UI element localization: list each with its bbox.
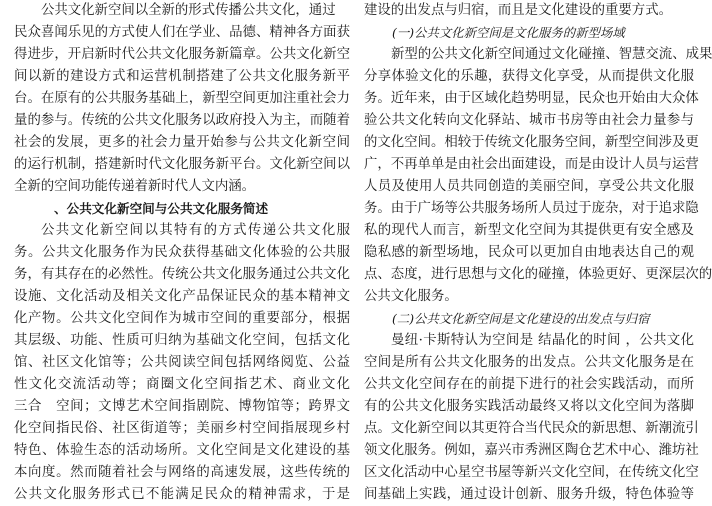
paragraph-line: 量的参与。传统的公共文化服务以政府投入为主，而随着 [14,113,350,128]
paragraph-line: 间以新的建设方式和运营机制搭建了公共文化服务新平 [14,69,350,84]
paragraph-line: 得进步，开启新时代公共文化服务新篇章。公共文化新空 [14,47,350,62]
paragraph-line: 其层级、功能、性质可归纳为基础文化空间，包括文化 [14,333,350,348]
paragraph-line: 验公共文化转向文化驿站、城市书房等由社会力量参与 [364,113,694,128]
paragraph-line: 分享体验文化的乐趣，获得文化享受，从而提供文化服 [364,69,694,84]
paragraph-line: 领文化服务。例如，嘉兴市秀洲区陶仓艺术中心、潍坊社 [364,443,699,458]
paragraph-line: 公共文化服务。 [364,289,458,304]
paragraph-line: 化空间指民俗、社区街道等；美丽乡村空间指展现乡村 [14,421,350,436]
paragraph-line: 公共文化服务形式已不能满足民众的精神需求，于是 [14,487,350,502]
paragraph-line: 民众喜闻乐见的方式使人们在学业、品德、精神各方面获 [14,25,350,40]
paragraph-line: 空间是所有公共文化服务的出发点。公共文化服务是在 [364,355,694,370]
paragraph-line: 广，不再单单是由社会出面建设，而是由设计人员与运营 [364,157,699,172]
paragraph-line: 务。近年来，由于区域化趋势明显，民众也开始由大众体 [364,91,699,106]
subsection-heading: (二)公共文化新空间是文化建设的出发点与归宿 [392,311,650,326]
paragraph-line: 务。公共文化服务作为民众获得基础文化体验的公共服 [14,245,350,260]
paragraph-line: 点。文化新空间以其更符合当代民众的新思想、新潮流引 [364,421,699,436]
paragraph-line: 公共文化空间存在的前提下进行的社会实践活动，而所 [364,377,694,392]
paragraph-line: 台。在原有的公共服务基础上，新型空间更加注重社会力 [14,91,350,106]
paragraph-line: 性文化交流活动等；商圈文化空间指艺术、商业文化 [14,377,350,392]
paragraph-line: 曼纽·卡斯特认为空间是 结晶化的时间 ，公共文化 [391,333,694,348]
subsection-heading: (一)公共文化新空间是文化服务的新型场域 [392,25,625,40]
paragraph-line: 务。由于广场等公共服务场所人员过于庞杂，对于追求隐 [364,201,699,216]
paragraph-line: 区文化活动中心星空书屋等新兴文化空间，在传统文化空 [364,465,699,480]
section-heading: 、公共文化新空间与公共文化服务简述 [54,201,269,216]
paragraph-line: 新型的公共文化新空间通过文化碰撞、智慧交流、成果 [391,47,712,62]
paragraph-line: 私的现代人而言，新型文化空间为其提供更有安全感及 [364,223,694,238]
paragraph-line: 的文化空间。相较于传统文化服务空间，新型空间涉及更 [364,135,699,150]
paragraph-line: 点、态度，进行思想与文化的碰撞，体验更好、更深层次的 [364,267,712,282]
paragraph-line: 设施、文化活动及相关文化产品保证民众的基本精神文 [14,289,350,304]
paragraph-line: 特色、体验生态的活动场所。文化空间是文化建设的基 [14,443,350,458]
paragraph-line: 有的公共文化服务实践活动最终又将以文化空间为落脚 [364,399,694,414]
paragraph-line: 公共文化新空间以其特有的方式传递公共文化服 [41,223,350,238]
paragraph-line: 馆、社区文化馆等；公共阅读空间包括网络阅览、公益 [14,355,350,370]
paragraph-line: 隐私感的新型场地，民众可以更加自由地表达自己的观 [364,245,694,260]
paragraph-line: 人员及使用人员共同创造的美丽空间，享受公共文化服 [364,179,694,194]
paragraph-line: 间基础上实践，通过设计创新、服务升级，特色体验等 [364,487,694,502]
paragraph-line: 全新的空间功能传递着新时代人文内涵。 [14,179,256,194]
paragraph-line: 公共文化新空间以全新的形式传播公共文化，通过 [41,3,336,18]
paragraph-line: 社会的发展，更多的社会力量开始参与公共文化新空间 [14,135,350,150]
paragraph-line: 务，有其存在的必然性。传统公共文化服务通过公共文化 [14,267,350,282]
paragraph-line: 本向度。然而随着社会与网络的高速发展，这些传统的 [14,465,350,480]
paragraph-line: 建设的出发点与归宿，而且是文化建设的重要方式。 [364,3,672,18]
paragraph-line: 三合 空间；文博艺术空间指剧院、博物馆等；跨界文 [14,399,350,414]
paragraph-line: 的运行机制，搭建新时代文化服务新平台。文化新空间以 [14,157,350,172]
paragraph-line: 化产物。公共文化空间作为城市空间的重要部分，根据 [14,311,350,326]
